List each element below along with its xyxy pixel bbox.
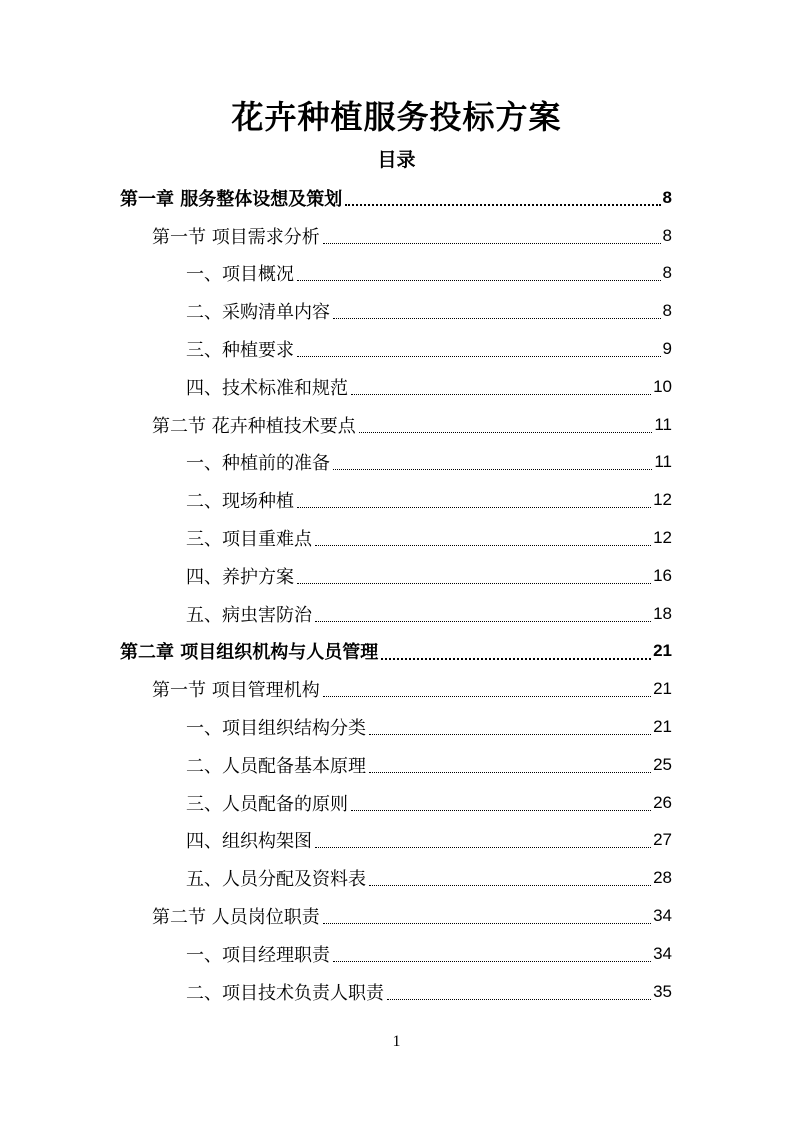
toc-dot-leader: [359, 431, 653, 433]
toc-entry[interactable]: [0, 217, 793, 255]
toc-entry-page: 8: [662, 187, 672, 207]
toc-dot-leader: [323, 242, 661, 244]
toc-entry-page: 28: [653, 868, 672, 888]
toc-entry[interactable]: [0, 255, 793, 293]
toc-entry[interactable]: [0, 481, 793, 519]
toc-dot-leader: [333, 468, 652, 470]
toc-entry-label: 第一节 项目需求分析: [152, 226, 320, 248]
toc-dot-leader: [297, 355, 661, 357]
toc-dot-leader: [315, 846, 651, 848]
toc-entry[interactable]: [0, 444, 793, 482]
toc-heading: 目录: [377, 149, 416, 171]
toc-dot-leader: [387, 998, 651, 1000]
toc-entry[interactable]: [0, 784, 793, 822]
toc-entry-label: 第一节 项目管理机构: [152, 680, 320, 702]
toc-entry-page: 26: [653, 792, 672, 812]
toc-entry-page: 21: [653, 641, 672, 661]
toc-dot-leader: [351, 393, 651, 395]
toc-entry-page: 8: [662, 301, 672, 321]
toc-entry-page: 35: [653, 981, 672, 1001]
toc-entry[interactable]: [0, 670, 793, 708]
toc-entry-page: 34: [653, 943, 672, 963]
toc-entry-page: 18: [653, 603, 672, 623]
toc-dot-leader: [323, 695, 651, 697]
toc-entry[interactable]: [0, 859, 793, 897]
toc-dot-leader: [315, 544, 651, 546]
toc-entry-page: 34: [653, 906, 672, 926]
toc-entry-label: 一、项目组织结构分类: [186, 718, 366, 740]
toc-entry-page: 12: [653, 528, 672, 548]
toc-entry-label: 二、项目技术负责人职责: [186, 982, 384, 1004]
toc-dot-leader: [333, 317, 661, 319]
toc-entry-label: 第二节 人员岗位职责: [152, 907, 320, 929]
toc-entry-label: 三、项目重难点: [186, 529, 312, 551]
toc-dot-leader: [351, 809, 651, 811]
toc-entry-page: 11: [654, 414, 672, 434]
toc-entry-label: 第二章 项目组织机构与人员管理: [120, 642, 379, 664]
toc-entry-page: 21: [653, 679, 672, 699]
toc-entry-label: 一、项目概况: [186, 264, 294, 286]
toc-dot-leader: [297, 506, 651, 508]
toc-entry[interactable]: [0, 935, 793, 973]
toc-entry[interactable]: [0, 897, 793, 935]
toc-entry-page: 12: [653, 490, 672, 510]
toc-entry-label: 四、技术标准和规范: [186, 377, 348, 399]
toc-dot-leader: [333, 960, 651, 962]
toc-entry[interactable]: [0, 406, 793, 444]
toc-entry[interactable]: [0, 330, 793, 368]
toc-dot-leader: [297, 582, 651, 584]
toc-dot-leader: [323, 922, 651, 924]
toc-dot-leader: [297, 279, 661, 281]
toc-entry[interactable]: [0, 557, 793, 595]
toc-entry-label: 第二节 花卉种植技术要点: [152, 415, 356, 437]
toc-dot-leader: [315, 620, 651, 622]
toc-entry[interactable]: [0, 519, 793, 557]
toc-dot-leader: [381, 657, 651, 660]
toc-entry-label: 五、人员分配及资料表: [186, 869, 366, 891]
table-of-contents: [0, 179, 793, 1011]
toc-entry-label: 五、病虫害防治: [186, 604, 312, 626]
toc-entry-label: 四、养护方案: [186, 566, 294, 588]
toc-entry[interactable]: [0, 822, 793, 860]
toc-entry[interactable]: [0, 292, 793, 330]
toc-entry[interactable]: [0, 595, 793, 633]
toc-entry[interactable]: [0, 746, 793, 784]
toc-entry[interactable]: [0, 708, 793, 746]
toc-dot-leader: [369, 771, 651, 773]
toc-entry-label: 第一章 服务整体设想及策划: [120, 188, 343, 210]
toc-entry-label: 三、人员配备的原则: [186, 793, 348, 815]
toc-entry-page: 21: [653, 717, 672, 737]
toc-entry-page: 11: [654, 452, 672, 472]
toc-entry-page: 16: [653, 565, 672, 585]
toc-entry-label: 三、种植要求: [186, 340, 294, 362]
toc-entry-page: 8: [662, 225, 672, 245]
toc-dot-leader: [369, 733, 651, 735]
toc-entry-label: 二、采购清单内容: [186, 302, 330, 324]
page-number: 1: [392, 1033, 401, 1050]
toc-entry-label: 二、现场种植: [186, 491, 294, 513]
toc-entry[interactable]: [0, 368, 793, 406]
toc-entry-label: 一、项目经理职责: [186, 944, 330, 966]
document-title: 花卉种植服务投标方案: [231, 98, 562, 136]
toc-entry[interactable]: [0, 179, 793, 217]
toc-dot-leader: [345, 203, 660, 206]
toc-entry-page: 10: [653, 376, 672, 396]
toc-entry-page: 27: [653, 830, 672, 850]
toc-entry-page: 9: [662, 339, 672, 359]
toc-entry-label: 一、种植前的准备: [186, 453, 330, 475]
toc-dot-leader: [369, 884, 651, 886]
toc-entry[interactable]: [0, 633, 793, 671]
toc-entry-page: 8: [662, 263, 672, 283]
toc-entry[interactable]: [0, 973, 793, 1011]
toc-entry-label: 四、组织构架图: [186, 831, 312, 853]
toc-entry-page: 25: [653, 754, 672, 774]
toc-entry-label: 二、人员配备基本原理: [186, 755, 366, 777]
